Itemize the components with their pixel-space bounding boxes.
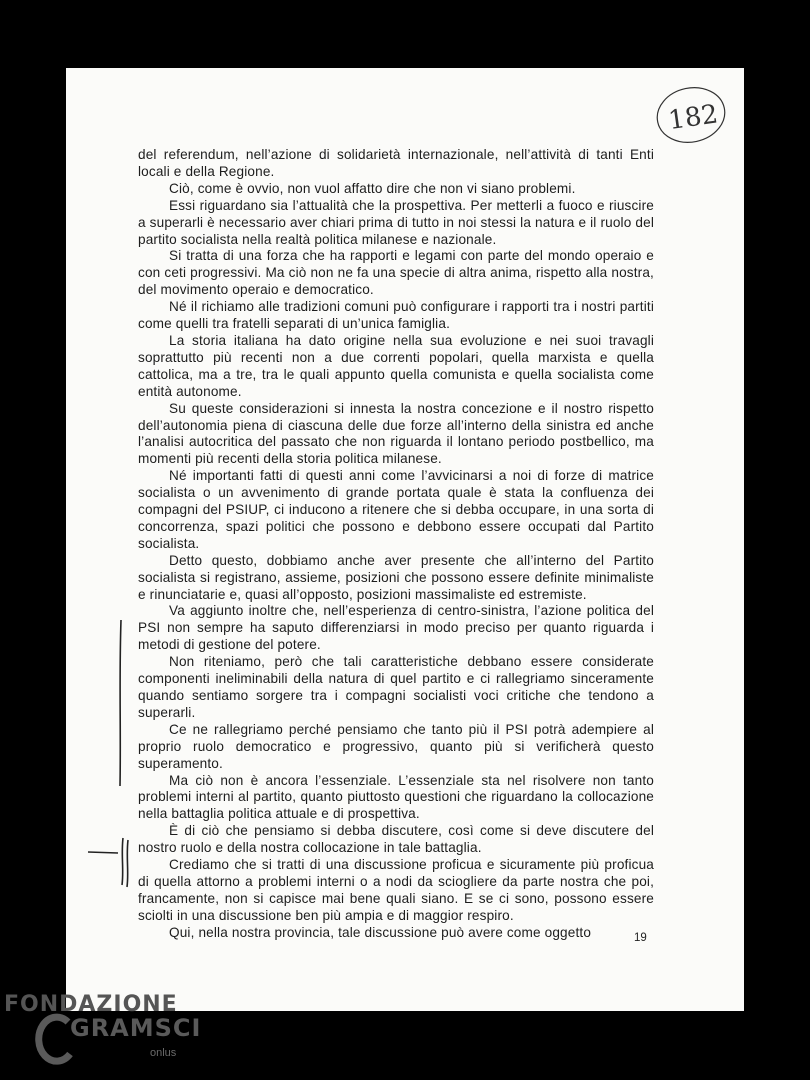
paragraph: Crediamo che si tratti di una discussione proficua e sicuramente più proficua di quella attorno a problemi interni o a nodi da sciogliere da parte nostra che poi, francamente, non si capisce mai bene quali siano. E se ci sono, possono essere sciolti in una discussione ben più ampia e di maggior respiro. [138,857,654,923]
paragraph: Non riteniamo, però che tali caratteristiche debbano essere considerate componenti ineliminabili della natura di quel partito e ci rallegriamo sinceramente quando sentiamo sorgere tra i compagni socialisti voci critiche che tendono a superarli. [138,654,654,720]
paragraph: Detto questo, dobbiamo anche aver presente che all’interno del Partito socialista si registrano, assieme, posizioni che possono essere definite minimaliste e rinunciatarie e, quasi all’opposto, posizioni massimaliste ed estremiste. [138,552,654,602]
paragraph: Né importanti fatti di questi anni come l’avvicinarsi a noi di forze di matrice socialista o un avvenimento di grande portata quale è stata la confluenza dei compagni del PSIUP, ci inducono a ritenere che si debba occupare, in una sorta di concorrenza, spazi politici che possono e debbono essere occupati dal Partito socialista. [138,468,654,551]
paragraph: Ma ciò non è ancora l’essenziale. L’essenziale sta nel risolvere non tanto problemi interni al partito, quanto piuttosto questioni che riguardano la collocazione nella battaglia politica attuale e di prospettiva. [138,772,654,822]
stamp-number: 182 [666,99,720,137]
paragraph: Su queste considerazioni si innesta la nostra concezione e il nostro rispetto dell’autonomia piena di ciascuna delle due forze all’interno della sinistra ed anche l’analisi autocritica del passato che non riguarda il lontano periodo postbellico, ma momenti più recenti della storia politica milanese. [138,400,654,467]
foundation-watermark-logo [4,992,214,1072]
paragraph: Va aggiunto inoltre che, nell’esperienza di centro-sinistra, l’azione politica del PSI non sempre ha saputo differenziarsi in modo preciso per quanto riguarda i metodi di gestione del potere. [138,603,654,653]
paragraph: del referendum, nell’azione di solidarietà internazionale, nell’attività di tanti Enti locali e della Regione. [138,147,654,179]
paragraph: Essi riguardano sia l’attualità che la prospettiva. Per metterli a fuoco e riuscire a superarli è necessario aver chiari prima di tutto in noi stessi la natura e il ruolo del partito socialista nella realtà politica milanese e nazionale. [138,197,654,247]
paragraph: Né il richiamo alle tradizioni comuni può configurare i rapporti tra i nostri partiti come quelli tra fratelli separati di un’unica famiglia. [138,299,654,332]
page-number: 19 [634,932,647,944]
paragraph: La storia italiana ha dato origine nella sua evoluzione e nei suoi travagli soprattutto più recenti non a due correnti popolari, quella marxista e quella cattolica, ma a tre, tra le quali appunto quella comunista e quella socialista come entità autonome. [138,332,654,399]
paragraph: Si tratta di una forza che ha rapporti e legami con parte del mondo operaio e con ceti progressivi. Ma ciò non ne fa una specie di altra anima, rispetto alla nostra, del movimento operaio e democratico. [138,248,654,298]
watermark-line3: onlus [150,1047,177,1059]
watermark-line1: FONDAZIONE [4,992,178,1017]
paragraph: Ce ne rallegriamo perché pensiamo che tanto più il PSI potrà adempiere al proprio ruolo democratico e progressivo, quanto più si verificherà questo superamento. [138,721,654,771]
paragraph: È di ciò che pensiamo si debba discutere, così come si deve discutere del nostro ruolo e della nostra collocazione in tale battaglia. [138,823,654,856]
watermark-line2: GRAMSCI [70,1014,202,1042]
paragraph: Qui, nella nostra provincia, tale discussione può avere come oggetto [169,924,592,940]
paragraph: Ciò, come è ovvio, non vuol affatto dire che non vi siano problemi. [169,180,576,196]
